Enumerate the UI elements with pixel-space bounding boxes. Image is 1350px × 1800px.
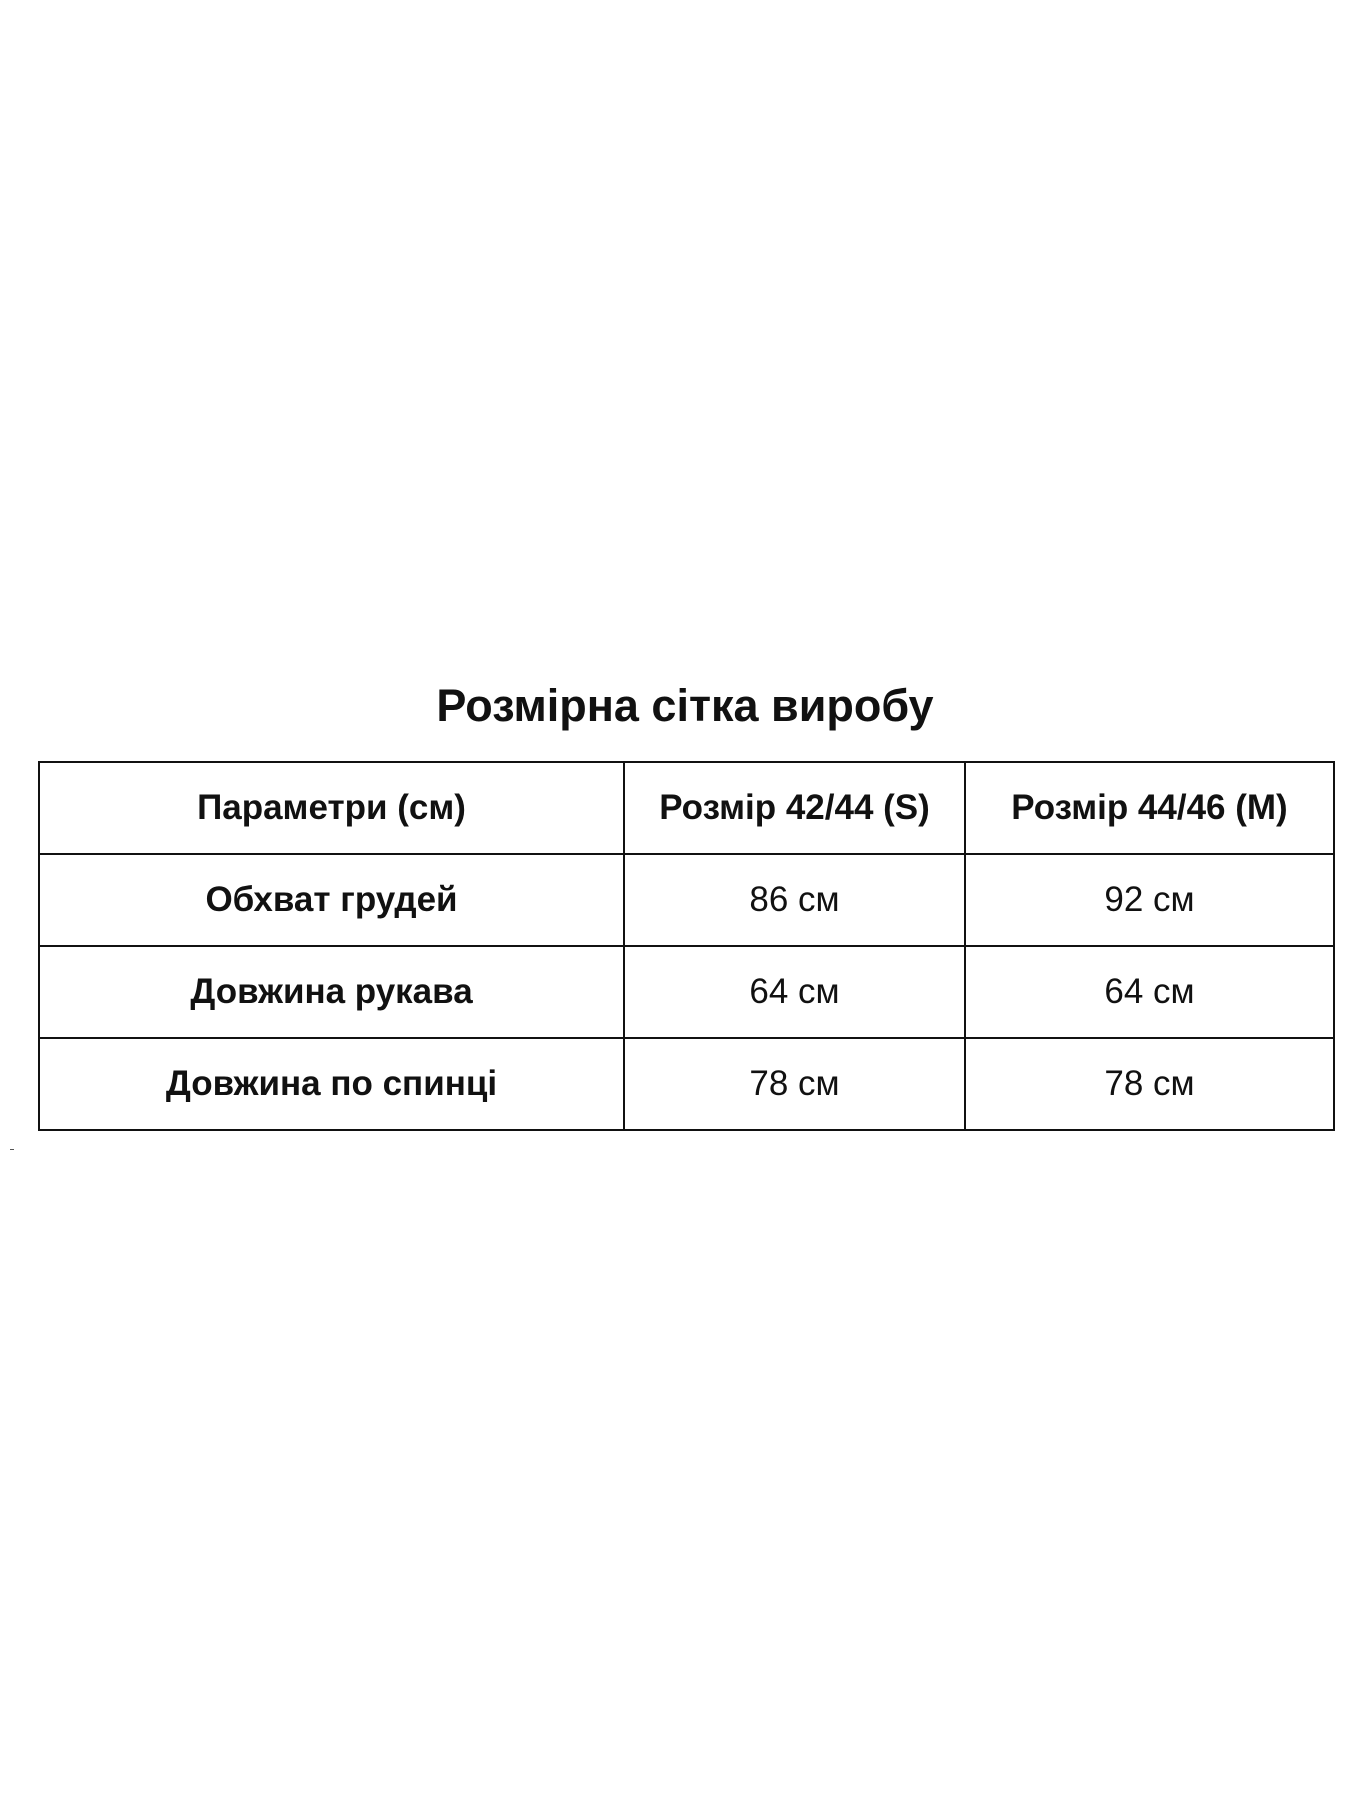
row-value-m: 92 см [965,854,1334,946]
table-row [39,946,1334,1038]
header-size-m: Розмір 44/46 (M) [965,762,1334,854]
row-param-label: Обхват грудей [39,854,624,946]
row-param-label: Довжина рукава [39,946,624,1038]
table-header-row [39,762,1334,854]
stray-mark [10,1149,14,1150]
size-chart-table [38,761,1335,1131]
row-value-s: 64 см [624,946,965,1038]
row-param-label: Довжина по спинці [39,1038,624,1130]
row-value-s: 86 см [624,854,965,946]
row-value-s: 78 см [624,1038,965,1130]
table-row [39,1038,1334,1130]
header-parameters: Параметри (см) [39,762,624,854]
row-value-m: 64 см [965,946,1334,1038]
header-size-s: Розмір 42/44 (S) [624,762,965,854]
page-title: Розмірна сітка виробу [436,680,934,731]
row-value-m: 78 см [965,1038,1334,1130]
table-row [39,854,1334,946]
